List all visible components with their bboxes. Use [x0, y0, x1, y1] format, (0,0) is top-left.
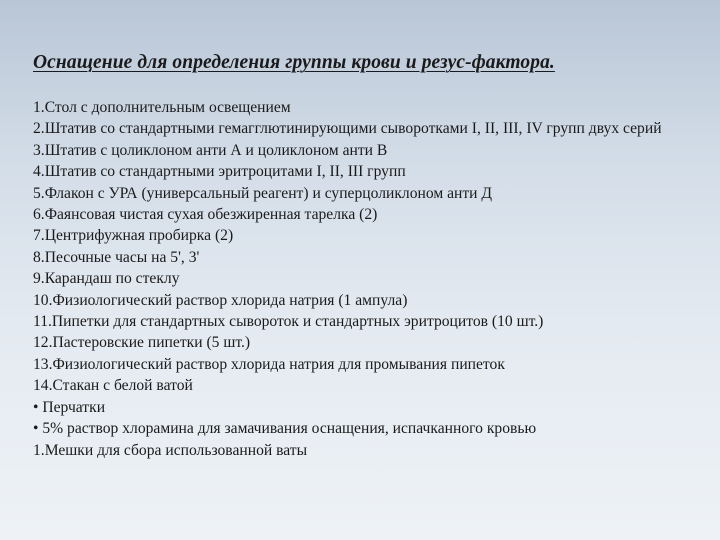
list-item: 2.Штатив со стандартными гемагглютинирующими сыворотками I, II, III, IV групп двух серий: [33, 120, 662, 138]
list-item: 10.Физиологический раствор хлорида натрия (1 ампула): [33, 291, 408, 309]
list-item: 7.Центрифужная пробирка (2): [33, 227, 234, 245]
list-item: 3.Штатив с цоликлоном анти А и цоликлоном анти В: [33, 141, 388, 159]
list-item: 12.Пастеровские пипетки (5 шт.): [33, 334, 251, 352]
list-item: 1.Мешки для сбора использованной ваты: [33, 441, 308, 459]
equipment-list: [33, 97, 717, 461]
list-item: 13.Физиологический раствор хлорида натрия для промывания пипеток: [33, 355, 505, 373]
list-item: 14.Стакан с белой ватой: [33, 377, 193, 395]
list-item: 11.Пипетки для стандартных сывороток и стандартных эритроцитов (10 шт.): [33, 313, 544, 331]
list-item: 6.Фаянсовая чистая сухая обезжиренная тарелка (2): [33, 206, 378, 224]
list-item: 9.Карандаш по стеклу: [33, 270, 180, 288]
list-item: 1.Стол с дополнительным освещением: [33, 99, 291, 116]
slide-title: Оснащение для определения группы крови и резус-фактора.: [33, 52, 555, 73]
list-item: • 5% раствор хлорамина для замачивания оснащения, испачканного кровью: [33, 420, 537, 438]
list-item: • Перчатки: [33, 398, 106, 416]
list-item: 4.Штатив со стандартными эритроцитами I, II, III групп: [33, 163, 406, 181]
list-item: 8.Песочные часы на 5', 3': [33, 248, 200, 266]
list-item: 5.Флакон с УРА (универсальный реагент) и суперцоликлоном анти Д: [33, 184, 493, 202]
